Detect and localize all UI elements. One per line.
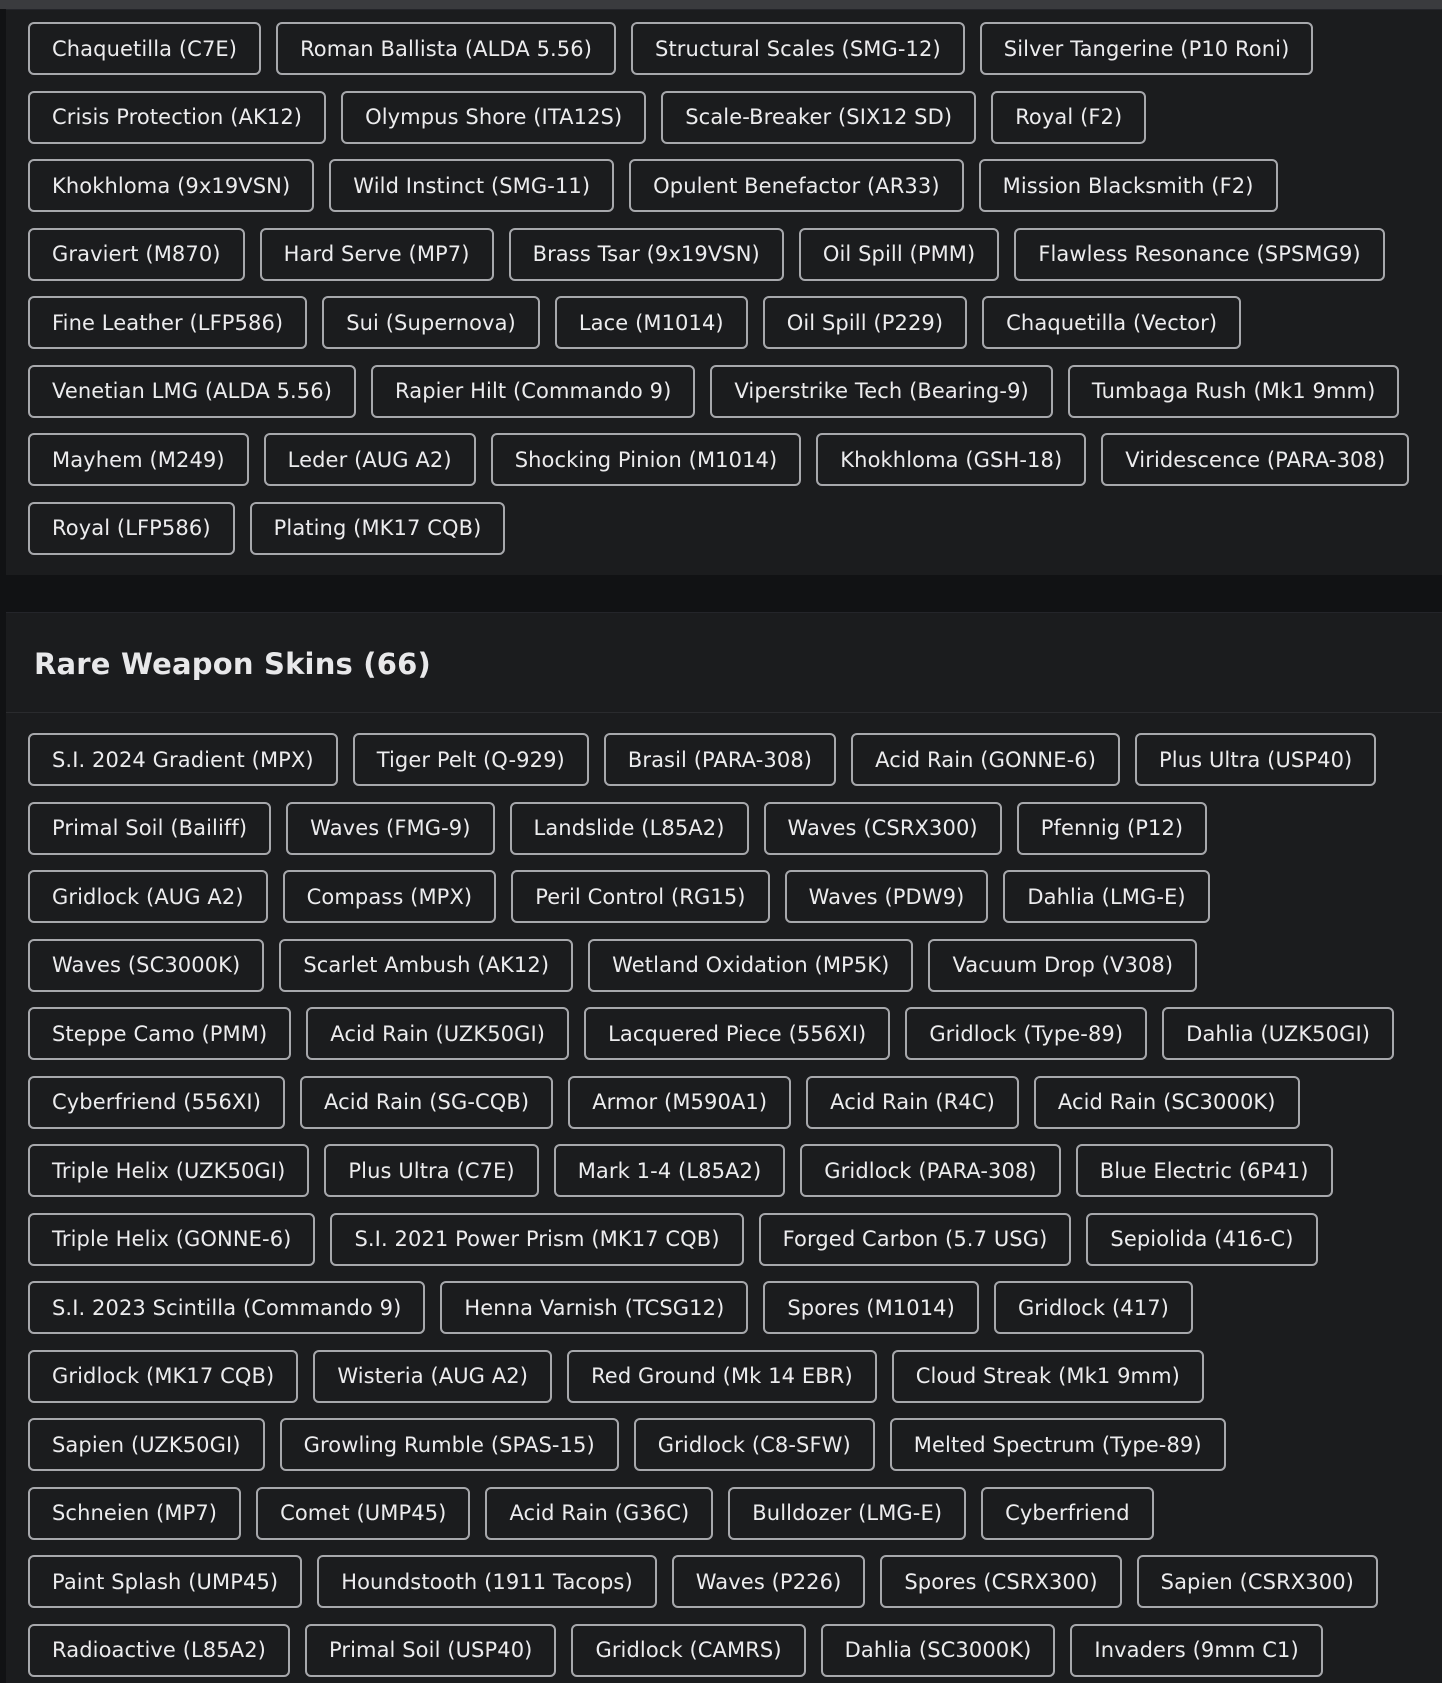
skin-chip[interactable]: Silver Tangerine (P10 Roni) [980, 22, 1314, 75]
skin-chip[interactable]: Tiger Pelt (Q-929) [353, 733, 589, 786]
skin-chip[interactable]: Royal (LFP586) [28, 502, 235, 555]
skin-chip[interactable]: Red Ground (Mk 14 EBR) [567, 1350, 877, 1403]
skin-chip[interactable]: Olympus Shore (ITA12S) [341, 91, 646, 144]
skin-chip[interactable]: Sepiolida (416-C) [1086, 1213, 1317, 1266]
skin-chip[interactable]: Spores (M1014) [763, 1281, 979, 1334]
skin-chip[interactable]: Oil Spill (PMM) [799, 228, 1000, 281]
skin-chip[interactable]: Forged Carbon (5.7 USG) [759, 1213, 1072, 1266]
skin-chip[interactable]: Triple Helix (UZK50GI) [28, 1144, 309, 1197]
skin-chip[interactable]: Landslide (L85A2) [510, 802, 749, 855]
skin-chip[interactable]: Acid Rain (UZK50GI) [306, 1007, 569, 1060]
skin-chip[interactable]: Acid Rain (SC3000K) [1034, 1076, 1300, 1129]
epic-skins-panel [6, 9, 1442, 575]
skin-chip[interactable]: Primal Soil (Bailiff) [28, 802, 271, 855]
skin-chip[interactable]: Chaquetilla (Vector) [982, 296, 1241, 349]
skin-chip[interactable]: Steppe Camo (PMM) [28, 1007, 291, 1060]
skin-chip[interactable]: Tumbaga Rush (Mk1 9mm) [1068, 365, 1400, 418]
skin-chip[interactable]: Scarlet Ambush (AK12) [279, 939, 573, 992]
skin-chip[interactable]: Spores (CSRX300) [880, 1555, 1121, 1608]
skin-chip[interactable]: Acid Rain (G36C) [485, 1487, 713, 1540]
skin-chip[interactable]: Radioactive (L85A2) [28, 1624, 290, 1677]
rare-skins-panel [6, 612, 1442, 1683]
skin-chip[interactable]: Khokhloma (9x19VSN) [28, 159, 314, 212]
skin-chip[interactable]: Shocking Pinion (M1014) [491, 433, 802, 486]
skin-chip[interactable]: Acid Rain (SG-CQB) [300, 1076, 553, 1129]
skin-chip[interactable]: Paint Splash (UMP45) [28, 1555, 302, 1608]
skin-chip[interactable]: Brass Tsar (9x19VSN) [509, 228, 784, 281]
skin-chip[interactable]: Roman Ballista (ALDA 5.56) [276, 22, 616, 75]
skin-chip[interactable]: Chaquetilla (C7E) [28, 22, 261, 75]
skin-chip[interactable]: Melted Spectrum (Type-89) [890, 1418, 1226, 1471]
skin-chip[interactable]: Cloud Streak (Mk1 9mm) [892, 1350, 1204, 1403]
skin-chip[interactable]: Graviert (M870) [28, 228, 245, 281]
skin-chip[interactable]: Waves (CSRX300) [764, 802, 1002, 855]
skin-chip[interactable]: Dahlia (SC3000K) [821, 1624, 1056, 1677]
skin-chip[interactable]: Viperstrike Tech (Bearing-9) [710, 365, 1052, 418]
skin-chip[interactable]: Waves (FMG-9) [286, 802, 494, 855]
skin-chip[interactable]: Mayhem (M249) [28, 433, 249, 486]
skin-chip[interactable]: Henna Varnish (TCSG12) [440, 1281, 748, 1334]
skin-chip[interactable]: S.I. 2023 Scintilla (Commando 9) [28, 1281, 425, 1334]
top-scroll-edge [0, 0, 1442, 9]
skin-chip[interactable]: Acid Rain (GONNE-6) [851, 733, 1120, 786]
skin-chip[interactable]: Wetland Oxidation (MP5K) [588, 939, 913, 992]
skin-chip[interactable]: Houndstooth (1911 Tacops) [317, 1555, 657, 1608]
rare-skins-header [6, 613, 1442, 713]
skin-chip[interactable]: Armor (M590A1) [568, 1076, 791, 1129]
skin-chip[interactable]: Fine Leather (LFP586) [28, 296, 307, 349]
skin-chip[interactable]: S.I. 2021 Power Prism (MK17 CQB) [330, 1213, 743, 1266]
skin-chip[interactable]: Compass (MPX) [283, 870, 497, 923]
skin-chip[interactable]: Gridlock (417) [994, 1281, 1193, 1334]
skin-chip[interactable]: Dahlia (LMG-E) [1003, 870, 1209, 923]
skin-chip[interactable]: Blue Electric (6P41) [1076, 1144, 1333, 1197]
skin-chip[interactable]: Crisis Protection (AK12) [28, 91, 326, 144]
skin-chip[interactable]: Waves (SC3000K) [28, 939, 264, 992]
skin-chip[interactable]: Opulent Benefactor (AR33) [629, 159, 963, 212]
skin-chip[interactable]: Mark 1-4 (L85A2) [554, 1144, 786, 1197]
skin-chip[interactable]: Leder (AUG A2) [264, 433, 476, 486]
skin-chip[interactable]: Waves (PDW9) [785, 870, 989, 923]
skin-chip[interactable]: Plus Ultra (C7E) [324, 1144, 538, 1197]
skin-chip[interactable]: Sui (Supernova) [322, 296, 540, 349]
skin-chip[interactable]: Wild Instinct (SMG-11) [329, 159, 614, 212]
skin-chip[interactable]: Triple Helix (GONNE-6) [28, 1213, 315, 1266]
skin-chip[interactable]: Gridlock (CAMRS) [571, 1624, 805, 1677]
skin-chip[interactable]: Gridlock (MK17 CQB) [28, 1350, 298, 1403]
skin-chip[interactable]: S.I. 2024 Gradient (MPX) [28, 733, 338, 786]
rare-skins-list [28, 733, 1432, 1677]
skin-chip[interactable]: Bulldozer (LMG-E) [728, 1487, 966, 1540]
skin-chip[interactable]: Structural Scales (SMG-12) [631, 22, 965, 75]
skin-chip[interactable]: Waves (P226) [672, 1555, 866, 1608]
skin-chip[interactable]: Mission Blacksmith (F2) [979, 159, 1278, 212]
skin-chip[interactable]: Royal (F2) [991, 91, 1146, 144]
skin-chip[interactable]: Peril Control (RG15) [511, 870, 769, 923]
skin-chip[interactable]: Invaders (9mm C1) [1070, 1624, 1322, 1677]
skin-chip[interactable]: Pfennig (P12) [1017, 802, 1208, 855]
skin-chip[interactable]: Brasil (PARA-308) [604, 733, 836, 786]
skin-chip[interactable]: Sapien (UZK50GI) [28, 1418, 265, 1471]
epic-skins-list [28, 22, 1432, 555]
skin-chip[interactable]: Schneien (MP7) [28, 1487, 241, 1540]
skin-chip[interactable]: Primal Soil (USP40) [305, 1624, 557, 1677]
skin-chip[interactable]: Sapien (CSRX300) [1137, 1555, 1378, 1608]
skin-chip[interactable]: Khokhloma (GSH-18) [816, 433, 1086, 486]
skin-chip[interactable]: Vacuum Drop (V308) [928, 939, 1197, 992]
skin-chip[interactable]: Gridlock (PARA-308) [800, 1144, 1060, 1197]
skin-chip[interactable]: Flawless Resonance (SPSMG9) [1014, 228, 1384, 281]
skin-chip[interactable]: Lacquered Piece (556XI) [584, 1007, 890, 1060]
skin-chip[interactable]: Dahlia (UZK50GI) [1162, 1007, 1394, 1060]
skin-chip[interactable]: Gridlock (Type-89) [905, 1007, 1147, 1060]
skin-chip[interactable]: Lace (M1014) [555, 296, 748, 349]
skin-chip[interactable]: Hard Serve (MP7) [260, 228, 494, 281]
rare-skins-title: Rare Weapon Skins (66) [34, 647, 431, 681]
skin-chip[interactable]: Growling Rumble (SPAS-15) [280, 1418, 619, 1471]
skin-chip[interactable]: Scale-Breaker (SIX12 SD) [661, 91, 976, 144]
skin-chip[interactable]: Rapier Hilt (Commando 9) [371, 365, 695, 418]
skin-chip[interactable]: Plus Ultra (USP40) [1135, 733, 1376, 786]
skin-chip[interactable]: Cyberfriend (556XI) [28, 1076, 285, 1129]
skin-chip[interactable]: Oil Spill (P229) [763, 296, 967, 349]
skin-chip[interactable]: Gridlock (C8-SFW) [634, 1418, 875, 1471]
skin-chip[interactable]: Acid Rain (R4C) [806, 1076, 1019, 1129]
skin-chip[interactable]: Venetian LMG (ALDA 5.56) [28, 365, 356, 418]
skin-chip[interactable]: Gridlock (AUG A2) [28, 870, 268, 923]
skin-chip[interactable]: Comet (UMP45) [256, 1487, 470, 1540]
skin-chip[interactable]: Cyberfriend [981, 1487, 1154, 1540]
skin-chip[interactable]: Wisteria (AUG A2) [313, 1350, 552, 1403]
skin-chip[interactable]: Viridescence (PARA-308) [1101, 433, 1409, 486]
skin-chip[interactable]: Plating (MK17 CQB) [250, 502, 506, 555]
